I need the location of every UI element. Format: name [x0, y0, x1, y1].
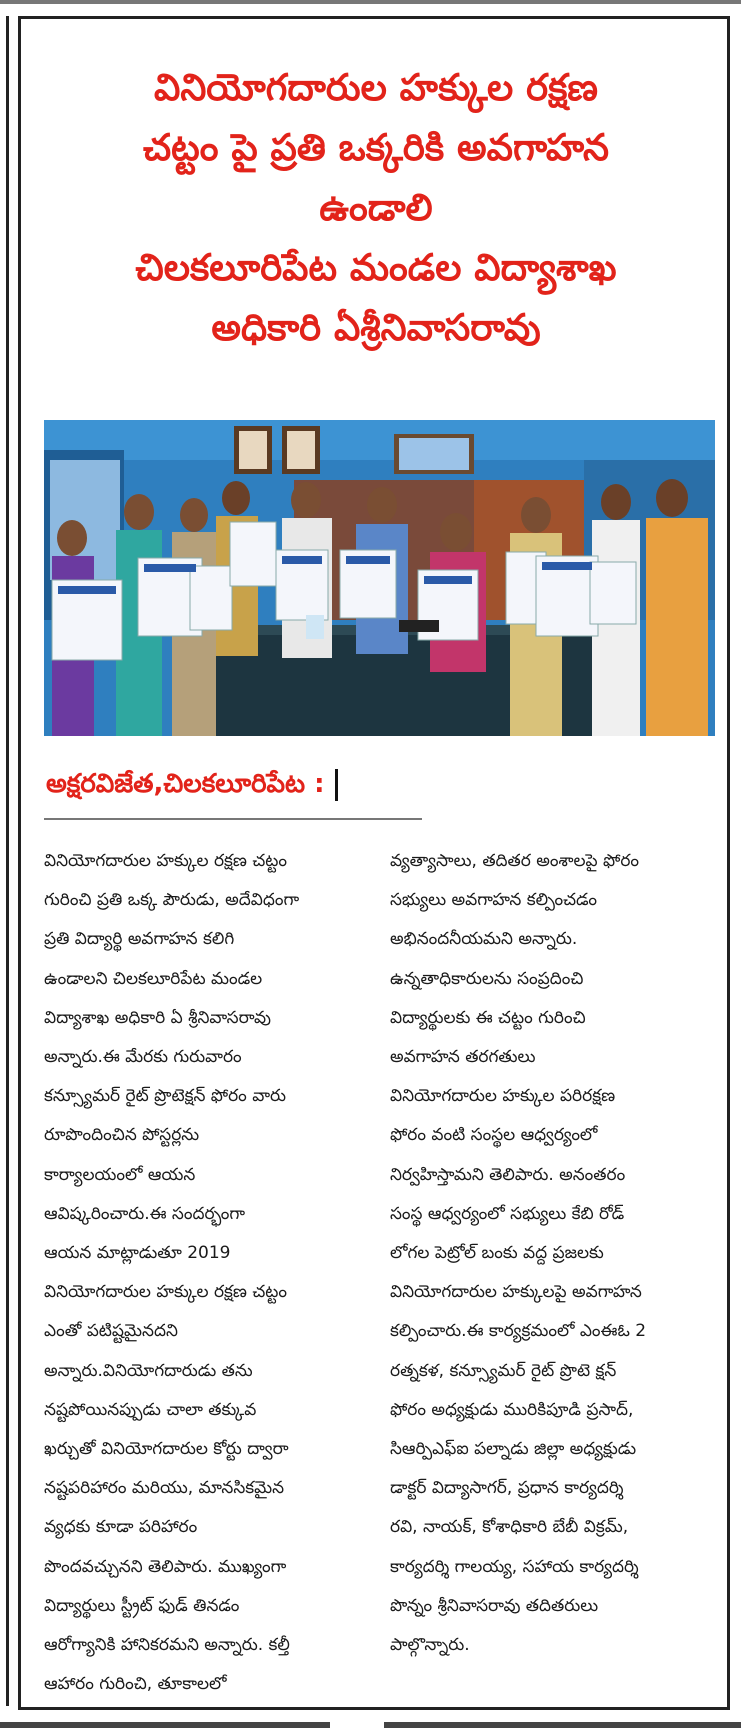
article-column-2 — [390, 842, 715, 1665]
article-line: పొన్నం శ్రీనివాసరావు తదితరులు — [390, 1595, 599, 1616]
article-line: వినియోగదారుల హక్కులపై అవగాహన — [390, 1282, 642, 1303]
article-line: డాక్టర్ విద్యాసాగర్, ప్రధాన కార్యదర్శి — [390, 1478, 624, 1499]
article-line: ఫోరం వంటి సంస్థల ఆధ్వర్యంలో — [390, 1125, 598, 1146]
left-column-rule — [6, 16, 9, 1706]
article-line: సంస్థ ఆధ్వర్యంలో సభ్యులు కేబి రోడ్ — [390, 1203, 625, 1224]
dateline-text: అక్షరవిజేత,చిలకలూరిపేట : — [46, 769, 325, 799]
article-line: ఎంతో పటిష్టమైనదని — [44, 1321, 178, 1342]
text-cursor — [335, 769, 338, 801]
article-line: లోగల పెట్రోల్ బంకు వద్ద ప్రజలకు — [390, 1243, 604, 1264]
dateline-underline — [44, 818, 422, 820]
article-line: ఆవిష్కరించారు.ఈ సందర్భంగా — [44, 1203, 246, 1224]
article-line: వ్యధకు కూడా పరిహారం — [44, 1517, 198, 1538]
article-line: కల్పించారు.ఈ కార్యక్రమంలో ఎంఈఓ 2 — [390, 1321, 647, 1342]
article-line: ఆరోగ్యానికి హానికరమని అన్నారు. కల్తీ — [44, 1635, 290, 1656]
article-line: ఖర్చుతో వినియోగదారుల కోర్టు ద్వారా — [44, 1439, 289, 1460]
article-line: పొందవచ్చునని తెలిపారు. ముఖ్యంగా — [44, 1556, 287, 1577]
article-line: రూపొందించిన పోస్టర్లను — [44, 1125, 200, 1146]
article-line: విద్యాశాఖ అధికారి ఏ శ్రీనివాసరావు — [44, 1007, 271, 1028]
article-column-1 — [44, 842, 366, 1704]
article-line: అన్నారు.వినియోగదారుడు తను — [44, 1360, 253, 1381]
headline-line: ఉండాలి — [319, 186, 433, 229]
article-line: విద్యార్థులకు ఈ చట్టం గురించి — [390, 1007, 586, 1028]
article-line: కన్స్యూమర్ రైట్ ప్రొటెక్షన్ ఫోరం వారు — [44, 1086, 286, 1107]
article-line: వినియోగదారుల హక్కుల రక్షణ చట్టం — [44, 1282, 288, 1303]
article-line: వ్యత్యాసాలు, తదితర అంశాలపై ఫోరం — [390, 851, 640, 871]
article-line: అన్నారు.ఈ మేరకు గురువారం — [44, 1047, 242, 1068]
article-line: గురించి ప్రతి ఒక్క పౌరుడు, అదేవిధంగా — [44, 890, 300, 911]
news-photo — [44, 420, 715, 736]
news-photo-illustration — [44, 420, 715, 736]
article-line: ఆహారం గురించి, తూకాలలో — [44, 1674, 227, 1695]
headline — [40, 58, 712, 358]
headline-line: వినియోగదారుల హక్కుల రక్షణ — [154, 66, 598, 109]
dateline — [46, 766, 338, 802]
article-line: ఆయన మాట్లాడుతూ 2019 — [44, 1243, 231, 1264]
article-line: నష్టపరిహారం మరియు, మానసికమైన — [44, 1478, 285, 1499]
article-line: ఉండాలని చిలకలూరిపేట మండల — [44, 968, 263, 989]
headline-line: చట్టం పై ప్రతి ఒక్కరికి అవగాహన — [143, 126, 609, 169]
article-line: నష్టపోయినప్పుడు చాలా తక్కువ — [44, 1399, 257, 1420]
bottom-rule-right — [384, 1722, 741, 1728]
bottom-rule-left — [0, 1722, 330, 1728]
article-line: రవి, నాయక్, కోశాధికారి బేబీ విక్రమ్, — [390, 1517, 629, 1538]
article-line: నిర్వహిస్తామని తెలిపారు. అనంతరం — [390, 1164, 626, 1185]
article-line: సభ్యులు అవగాహన కల్పించడం — [390, 890, 598, 911]
article-line: అవగాహన తరగతులు — [390, 1047, 536, 1068]
article-line: కార్యదర్శి గాలయ్య, సహాయ కార్యదర్శి — [390, 1556, 639, 1577]
article-line: వినియోగదారుల హక్కుల రక్షణ చట్టం — [44, 851, 288, 871]
article-line: ఉన్నతాధికారులను సంప్రదించి — [390, 968, 584, 989]
article-line: కార్యాలయంలో ఆయన — [44, 1164, 196, 1185]
article-line: ప్రతి విద్యార్థి అవగాహన కలిగి — [44, 929, 235, 950]
article-line: రత్నకళ, కన్స్యూమర్ రైట్ ప్రొటె క్షన్ — [390, 1360, 617, 1381]
article-line: ఫోరం అధ్యక్షుడు మురికిపూడి ప్రసాద్, — [390, 1399, 634, 1420]
article-line: విద్యార్థులు స్ట్రీట్ ఫుడ్ తినడం — [44, 1595, 240, 1616]
article-line: అభినందనీయమని అన్నారు. — [390, 929, 578, 950]
article-line: వినియోగదారుల హక్కుల పరిరక్షణ — [390, 1086, 616, 1107]
article-line: సిఆర్పిఎఫ్ఐ పల్నాడు జిల్లా అధ్యక్షుడు — [390, 1439, 637, 1460]
top-rule — [0, 0, 741, 4]
headline-line: చిలకలూరిపేట మండల విద్యాశాఖ — [135, 246, 617, 289]
headline-line: అధికారి ఏశ్రీనివాసరావు — [211, 306, 541, 349]
article-line: పాల్గొన్నారు. — [390, 1635, 470, 1656]
